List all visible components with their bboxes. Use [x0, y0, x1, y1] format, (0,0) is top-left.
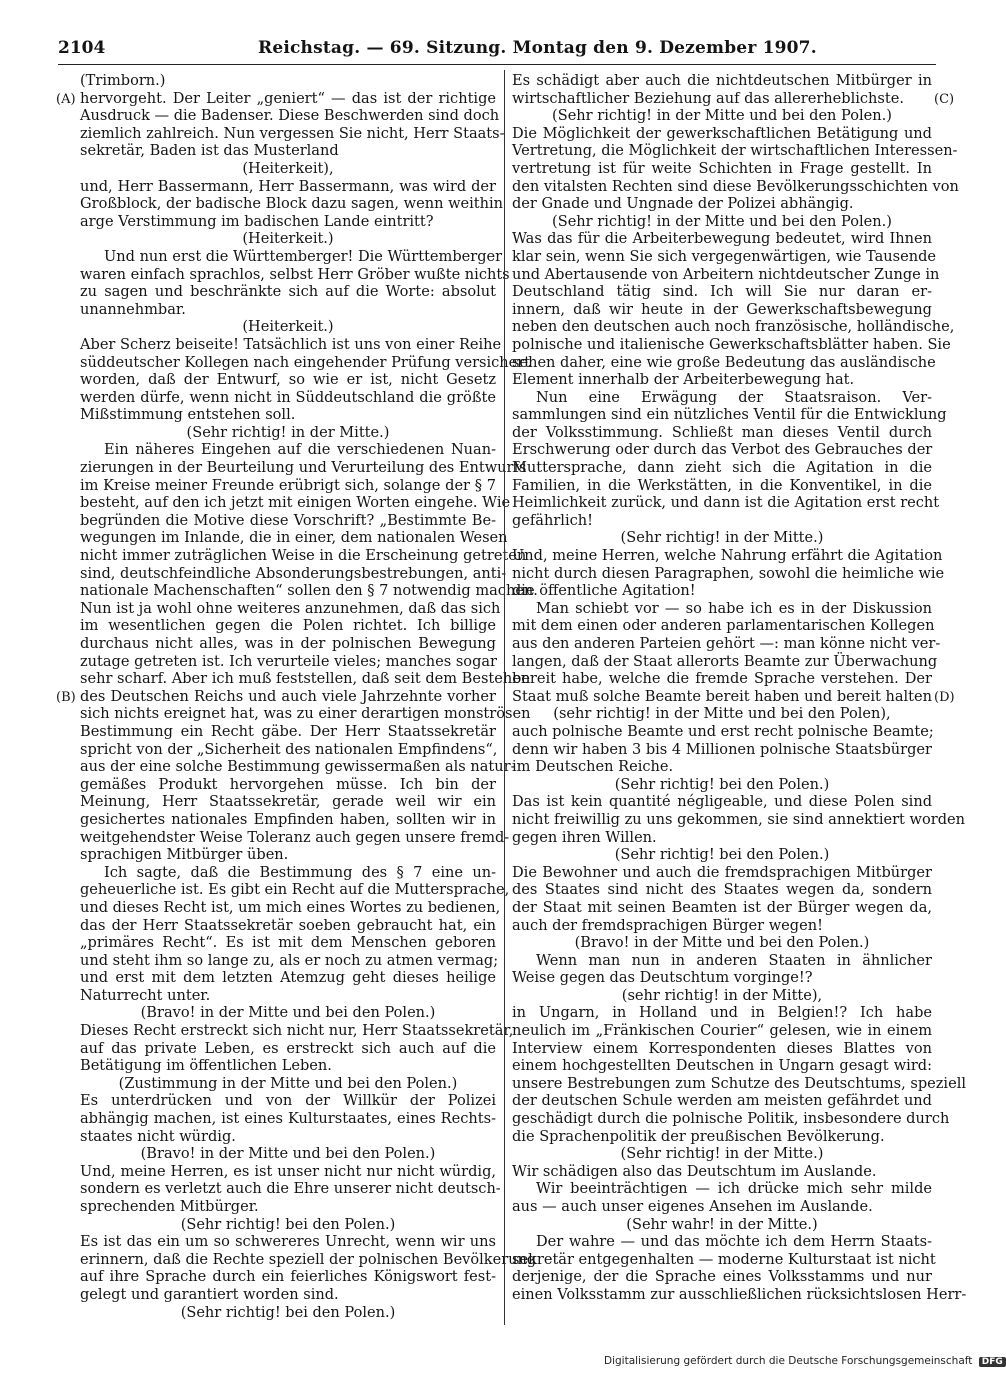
header-title: Reichstag. — 69. Sitzung. Montag den 9. Dezember 1907. [258, 38, 817, 58]
right-line: im Deutschen Reiche. [512, 758, 674, 776]
right-line: der Volksstimmung. Schließt man dieses Ventil durch [512, 423, 932, 441]
right-line: Wir beeinträchtigen — ich drücke mich sehr milde [536, 1180, 932, 1198]
left-line: und erst mit dem letzten Atemzug geht dieses heilige [80, 969, 496, 987]
right-line: bereit habe, welche die fremde Sprache verstehen. Der [512, 670, 932, 688]
left-line: und, Herr Bassermann, Herr Bassermann, was wird der [80, 177, 496, 195]
left-line: begründen die Motive diese Vorschrift? „Bestimmte Be- [80, 511, 496, 529]
left-line: Es unterdrücken und von der Willkür der Polizei [80, 1092, 496, 1110]
left-line: sehr scharf. Aber ich muß feststellen, daß seit dem Bestehen [80, 670, 531, 688]
right-column [512, 72, 967, 1304]
left-line: sprechenden Mitbürger. [80, 1198, 259, 1215]
header-rule [58, 64, 936, 65]
left-line: Mißstimmung entstehen soll. [80, 406, 296, 424]
right-line: Was das für die Arbeiterbewegung bedeutet, wird Ihnen [512, 230, 932, 248]
right-line: den vitalsten Rechten sind diese Bevölkerungsschichten von [512, 177, 959, 195]
left-line: wegungen im Inlande, die in einer, dem nationalen Wesen [80, 529, 508, 547]
left-line: Und nun erst die Württemberger! Die Württemberger [104, 247, 503, 265]
right-line: Das ist kein quantité négligeable, und diese Polen sind [512, 793, 932, 811]
right-line: (Sehr richtig! bei den Polen.) [614, 775, 830, 793]
right-line: Man schiebt vor — so habe ich es in der Diskussion [536, 599, 932, 617]
left-line: auf das private Leben, es erstreckt sich auch auf die [80, 1039, 496, 1057]
right-line: geschädigt durch die polnische Politik, insbesondere durch [512, 1110, 950, 1128]
right-line: nicht freiwillig zu uns gekommen, sie sind annektiert worden [512, 810, 965, 828]
right-line: Familien, in die Werkstätten, in die Konventikel, in die [512, 476, 932, 494]
left-line: sekretär, Baden ist das Musterland [80, 142, 339, 160]
left-line: Naturrecht unter. [80, 986, 211, 1004]
left-line: (Sehr richtig! bei den Polen.) [180, 1303, 396, 1321]
left-line: (Bravo! in der Mitte und bei den Polen.) [140, 1004, 436, 1022]
right-line: unsere Bestrebungen zum Schutze des Deutschtums, speziell [512, 1074, 966, 1092]
right-line: derjenige, der die Sprache eines Volksstamms und nur [512, 1268, 932, 1286]
right-line: auch polnische Beamte und erst recht polnische Beamte; [512, 722, 934, 740]
left-line: ziemlich zahlreich. Nun vergessen Sie nicht, Herr Staats- [80, 124, 505, 142]
left-line: sondern es verletzt auch die Ehre unserer nicht deutsch- [80, 1180, 501, 1198]
right-line: Interview einem Korrespondenten dieses Blattes von [512, 1039, 932, 1057]
right-line: (Sehr richtig! in der Mitte und bei den Polen.) [552, 212, 892, 230]
footer-credit [604, 1355, 1006, 1367]
right-line: die Sprachenpolitik der preußischen Bevölkerung. [512, 1127, 885, 1145]
left-line: nicht immer zuträglichen Weise in die Erscheinung getreten [80, 547, 527, 565]
left-line: sind, deutschfeindliche Absonderungsbestrebungen, anti- [80, 564, 507, 582]
left-line: im wesentlichen gegen die Polen richtet. Ich billige [80, 617, 496, 635]
right-line: gegen ihren Willen. [512, 828, 657, 846]
left-line: Und, meine Herren, es ist unser nicht nur nicht würdig, [80, 1162, 496, 1180]
right-line: Erschwerung oder durch das Verbot des Gebrauches der [512, 441, 933, 459]
right-line: sekretär entgegenhalten — moderne Kulturstaat ist nicht [512, 1250, 936, 1268]
left-line: Ein näheres Eingehen auf die verschiedenen Nuan- [104, 441, 496, 459]
left-line: auf ihre Sprache durch ein feierliches Königswort fest- [80, 1268, 496, 1286]
right-line: Und, meine Herren, welche Nahrung erfährt die Agitation [512, 547, 943, 565]
left-line: Meinung, Herr Staatssekretär, gerade weil wir ein [80, 793, 496, 811]
page-number: 2104 [58, 38, 106, 58]
right-line: innern, daß wir heute in der Gewerkschaftsbewegung [512, 300, 932, 318]
left-line: spricht von der „Sicherheit des nationalen Empfindens“, [80, 740, 498, 758]
left-line: hervorgeht. Der Leiter „geniert“ — das ist der richtige [80, 89, 496, 107]
left-line: weitgehendster Weise Toleranz auch gegen unsere fremd- [80, 828, 510, 846]
left-line: Bestimmung ein Recht gäbe. Der Herr Staatssekretär [80, 722, 496, 740]
right-line: sehen daher, eine wie große Bedeutung das ausländische [512, 353, 936, 371]
right-line: der Staat mit seinen Beamten ist der Bürger wegen da, [512, 898, 932, 916]
left-line: Es ist das ein um so schwereres Unrecht, wenn wir uns [80, 1233, 496, 1251]
left-line: erinnern, daß die Rechte speziell der polnischen Bevölkerung [80, 1250, 537, 1268]
left-line: sprachigen Mitbürger üben. [80, 846, 289, 864]
left-line: Ausdruck — die Badenser. Diese Beschwerden sind doch [80, 107, 500, 125]
column-divider [504, 70, 505, 1325]
right-line: und Abertausende von Arbeitern nichtdeutscher Zunge in [512, 265, 940, 283]
left-line: aus der eine solche Bestimmung gewissermaßen als natur- [80, 758, 516, 776]
left-line: Ich sagte, daß die Bestimmung des § 7 eine un- [104, 863, 496, 881]
right-line: auch der fremdsprachigen Bürger wegen! [512, 916, 823, 934]
left-line: abhängig machen, ist eines Kulturstaates, eines Rechts- [80, 1110, 496, 1128]
left-line: (Zustimmung in der Mitte und bei den Polen.) [118, 1074, 458, 1092]
right-line: (Sehr richtig! in der Mitte und bei den Polen.) [552, 107, 892, 125]
left-line: zierungen in der Beurteilung und Verurteilung des Entwurfs [80, 459, 527, 477]
right-line: gefährlich! [512, 511, 593, 529]
left-line: werden dürfe, wenn nicht in Süddeutschland die größte [80, 388, 496, 406]
left-line: (Sehr richtig! in der Mitte.) [186, 423, 390, 441]
left-line: staates nicht würdig. [80, 1127, 236, 1145]
left-line: im Kreise meiner Freunde erübrigt sich, solange der § 7 [80, 476, 496, 494]
footer-text: Digitalisierung gefördert durch die Deutsche Forschungsgemeinschaft [604, 1355, 973, 1367]
left-line: „primäres Recht“. Es ist mit dem Menschen geboren [80, 934, 496, 952]
right-line: Wir schädigen also das Deutschtum im Auslande. [512, 1162, 877, 1180]
left-line: nationale Machenschaften“ sollen den § 7 notwendig machen. [80, 582, 538, 600]
right-line: aus den anderen Parteien gehört —: man könne nicht ver- [512, 635, 941, 652]
left-line: worden, daß der Entwurf, so wie er ist, nicht Gesetz [80, 371, 496, 389]
left-line: Dieses Recht erstreckt sich nicht nur, Herr Staatssekretär, [80, 1022, 514, 1040]
left-line: gemäßes Produkt hervorgehen müsse. Ich bin der [80, 775, 496, 793]
right-line: des Staates sind nicht des Staates wegen da, sondern [512, 881, 932, 899]
right-line: nicht durch diesen Paragraphen, sowohl die heimliche wie [512, 564, 945, 582]
right-line: Staat muß solche Beamte bereit haben und bereit halten [512, 687, 932, 705]
right-line: (Sehr richtig! bei den Polen.) [614, 846, 830, 864]
right-line: mit dem einen oder anderen parlamentarischen Kollegen [512, 617, 935, 635]
right-line: sammlungen sind ein nützliches Ventil für die Entwicklung [512, 406, 947, 424]
margin-marker-c: (C) [934, 92, 955, 107]
left-column [80, 72, 538, 1321]
margin-marker-b: (B) [56, 690, 76, 705]
right-line: einen Volksstamm zur ausschließlichen rücksichtslosen Herr- [512, 1285, 967, 1303]
right-line: Vertretung, die Möglichkeit der wirtschaftlichen Interessen- [512, 142, 958, 160]
left-line: Nun ist ja wohl ohne weiteres anzunehmen, daß das sich [80, 599, 501, 617]
left-line: arge Verstimmung im badischen Lande eintritt? [80, 212, 434, 230]
right-line: in Ungarn, in Holland und in Belgien!? Ich habe [512, 1004, 932, 1022]
right-line: (Sehr wahr! in der Mitte.) [626, 1215, 818, 1233]
right-line: (sehr richtig! in der Mitte und bei den Polen), [553, 705, 891, 723]
left-line: süddeutscher Kollegen nach eingehender Prüfung versichert [80, 353, 531, 371]
left-line: (Heiterkeit.) [242, 318, 334, 336]
left-line: (Trimborn.) [80, 72, 166, 89]
dfg-logo: DFG [979, 1357, 1006, 1367]
left-line: gesichertes nationales Empfinden haben, sollten wir in [80, 810, 496, 828]
left-line: des Deutschen Reichs und auch viele Jahrzehnte vorher [80, 687, 496, 705]
left-line: gelegt und garantiert worden sind. [80, 1285, 339, 1303]
left-line: Betätigung im öffentlichen Leben. [80, 1057, 332, 1075]
left-line: (Bravo! in der Mitte und bei den Polen.) [140, 1145, 436, 1163]
right-line: Der wahre — und das möchte ich dem Herrn Staats- [536, 1233, 932, 1251]
right-line: Element innerhalb der Arbeiterbewegung hat. [512, 371, 855, 389]
right-line: der Gnade und Ungnade der Polizei abhängig. [512, 195, 854, 213]
left-line: sich nichts ereignet hat, was zu einer derartigen monströsen [80, 705, 531, 723]
left-line: unannehmbar. [80, 300, 186, 318]
left-line: (Heiterkeit), [242, 159, 334, 177]
left-line: und dieses Recht ist, um mich eines Wortes zu bedienen, [80, 898, 501, 916]
left-line: (Sehr richtig! bei den Polen.) [180, 1215, 396, 1233]
left-line: durchaus nicht alles, was in der polnischen Bewegung [80, 635, 496, 652]
right-line: Heimlichkeit zurück, und dann ist die Agitation erst recht [512, 494, 940, 512]
right-line: Wenn man nun in anderen Staaten in ähnlicher [536, 951, 932, 969]
right-line: neben den deutschen auch noch französische, holländische, [512, 318, 955, 336]
left-line: zutage getreten ist. Ich verurteile vieles; manches sogar [80, 652, 498, 670]
left-line: geheuerliche ist. Es gibt ein Recht auf die Muttersprache, [80, 881, 510, 899]
right-line: polnische und italienische Gewerkschaftsblätter haben. Sie [512, 335, 951, 353]
left-line: (Heiterkeit.) [242, 230, 334, 248]
margin-marker-a: (A) [56, 92, 76, 107]
left-line: waren einfach sprachlos, selbst Herr Gröber wußte nichts [80, 265, 510, 283]
right-line: einem hochgestellten Deutschen in Ungarn gesagt wird: [512, 1057, 932, 1075]
right-line: Muttersprache, dann zieht sich die Agitation in die [512, 459, 932, 477]
right-line: (Bravo! in der Mitte und bei den Polen.) [574, 934, 870, 952]
right-line: denn wir haben 3 bis 4 Millionen polnische Staatsbürger [512, 740, 932, 758]
right-line: vertretung ist für weite Schichten in Frage gestellt. In [512, 159, 932, 177]
right-line: wirtschaftlicher Beziehung auf das allererheblichste. [512, 89, 904, 107]
right-line: Es schädigt aber auch die nichtdeutschen Mitbürger in [512, 72, 932, 89]
left-line: Aber Scherz beiseite! Tatsächlich ist uns von einer Reihe [80, 335, 502, 353]
right-line: (Sehr richtig! in der Mitte.) [620, 529, 824, 547]
left-line: und steht ihm so lange zu, als er noch zu atmen vermag; [80, 951, 499, 969]
right-line: (Sehr richtig! in der Mitte.) [620, 1145, 824, 1163]
running-header [58, 36, 936, 66]
right-line: neulich im „Fränkischen Courier“ gelesen, wie in einem [512, 1022, 932, 1040]
right-line: Die Möglichkeit der gewerkschaftlichen Betätigung und [512, 124, 932, 142]
right-line: langen, daß der Staat allerorts Beamte zur Überwachung [512, 652, 938, 670]
left-line: Großblock, der badische Block dazu sagen, wenn weithin [80, 195, 504, 213]
right-line: Deutschland tätig sind. Ich will Sie nur daran er- [512, 283, 932, 301]
left-line: zu sagen und beschränkte sich auf die Worte: absolut [80, 283, 496, 301]
left-line: besteht, auf den ich jetzt mit einigen Worten eingehe. Wie [80, 494, 511, 512]
right-line: (sehr richtig! in der Mitte), [621, 986, 823, 1004]
left-line: das der Herr Staatssekretär soeben gebraucht hat, ein [80, 916, 496, 934]
right-line: aus — auch unser eigenes Ansehen im Auslande. [512, 1198, 873, 1215]
margin-marker-d: (D) [934, 690, 955, 705]
right-line: der deutschen Schule werden am meisten gefährdet und [512, 1092, 932, 1110]
right-line: Nun eine Erwägung der Staatsraison. Ver- [536, 388, 932, 406]
right-line: die öffentliche Agitation! [512, 582, 696, 600]
right-line: klar sein, wenn Sie sich vergegenwärtigen, wie Tausende [512, 247, 937, 265]
right-line: Weise gegen das Deutschtum vorginge!? [512, 969, 813, 987]
right-line: Die Bewohner und auch die fremdsprachigen Mitbürger [512, 863, 932, 881]
